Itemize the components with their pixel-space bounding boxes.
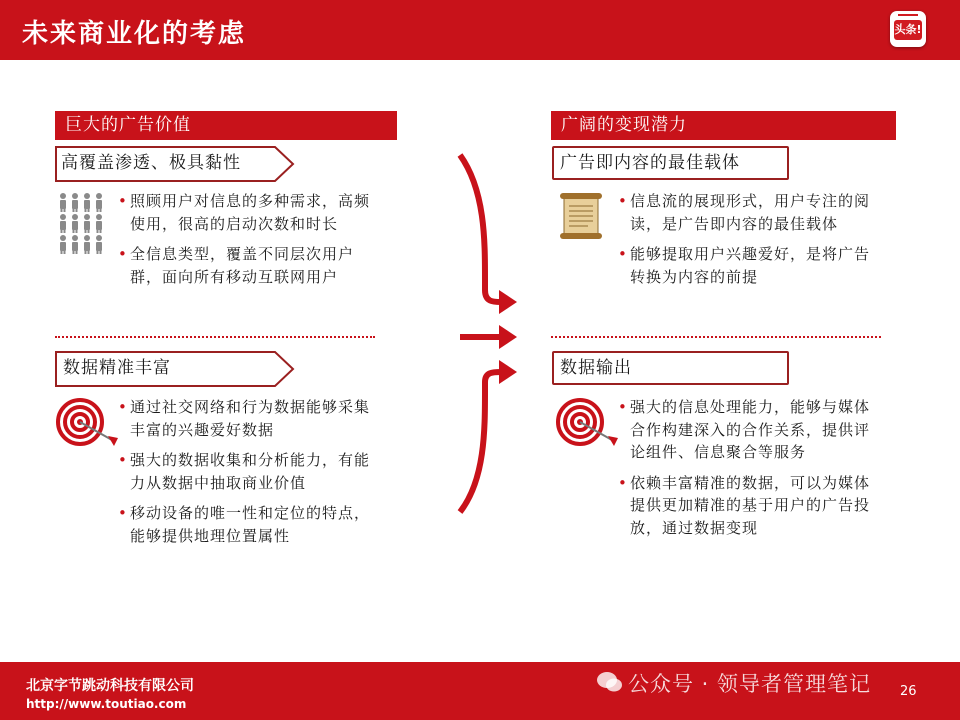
merge-arrows bbox=[455, 150, 525, 520]
wechat-icon bbox=[596, 670, 624, 694]
right-subtitle-1: 广告即内容的最佳载体 bbox=[552, 146, 789, 180]
left-section-title: 巨大的广告价值 bbox=[55, 111, 397, 140]
bullet-item: • 强大的信息处理能力，能够与媒体合作构建深入的合作关系，提供评论组件、信息聚合等服务 bbox=[618, 396, 884, 464]
target-icon bbox=[556, 398, 622, 450]
bullet-item: • 能够提取用户兴趣爱好，是将广告转换为内容的前提 bbox=[618, 243, 880, 288]
left-divider bbox=[55, 336, 375, 338]
website-link[interactable]: http://www.toutiao.com bbox=[26, 697, 187, 711]
toutiao-logo bbox=[890, 11, 926, 47]
bullet-item: • 信息流的展现形式，用户专注的阅读，是广告即内容的最佳载体 bbox=[618, 190, 880, 235]
bullet-item: • 全信息类型，覆盖不同层次用户群，面向所有移动互联网用户 bbox=[118, 243, 380, 288]
bullet-item: • 通过社交网络和行为数据能够采集丰富的兴趣爱好数据 bbox=[118, 396, 380, 441]
left-bullets-2 bbox=[118, 396, 380, 555]
left-subtitle-2: 数据精准丰富 bbox=[63, 358, 171, 378]
page-number: 26 bbox=[900, 684, 917, 699]
right-divider bbox=[551, 336, 881, 338]
right-section-title: 广阔的变现潜力 bbox=[551, 111, 896, 140]
people-grid-icon bbox=[58, 192, 108, 254]
scroll-icon bbox=[558, 192, 604, 240]
left-bullets-1 bbox=[118, 190, 380, 296]
right-bullets-1 bbox=[618, 190, 880, 296]
left-subtitle-1: 高覆盖渗透、极具黏性 bbox=[61, 153, 241, 173]
bullet-item: • 强大的数据收集和分析能力，有能力从数据中抽取商业价值 bbox=[118, 449, 380, 494]
right-subtitle-2: 数据输出 bbox=[552, 351, 789, 385]
right-bullets-2 bbox=[618, 396, 884, 547]
bullet-item: • 照顾用户对信息的多种需求，高频使用，很高的启动次数和时长 bbox=[118, 190, 380, 235]
target-icon bbox=[56, 398, 122, 450]
page-title: 未来商业化的考虑 bbox=[22, 19, 247, 49]
bullet-item: • 移动设备的唯一性和定位的特点，能够提供地理位置属性 bbox=[118, 502, 380, 547]
company-name: 北京字节跳动科技有限公司 bbox=[26, 678, 194, 694]
watermark-text: 公众号 · 领导者管理笔记 bbox=[628, 672, 872, 696]
bullet-item: • 依赖丰富精准的数据，可以为媒体提供更加精准的基于用户的广告投放，通过数据变现 bbox=[618, 472, 884, 540]
logo-text: 头条! bbox=[894, 20, 922, 40]
